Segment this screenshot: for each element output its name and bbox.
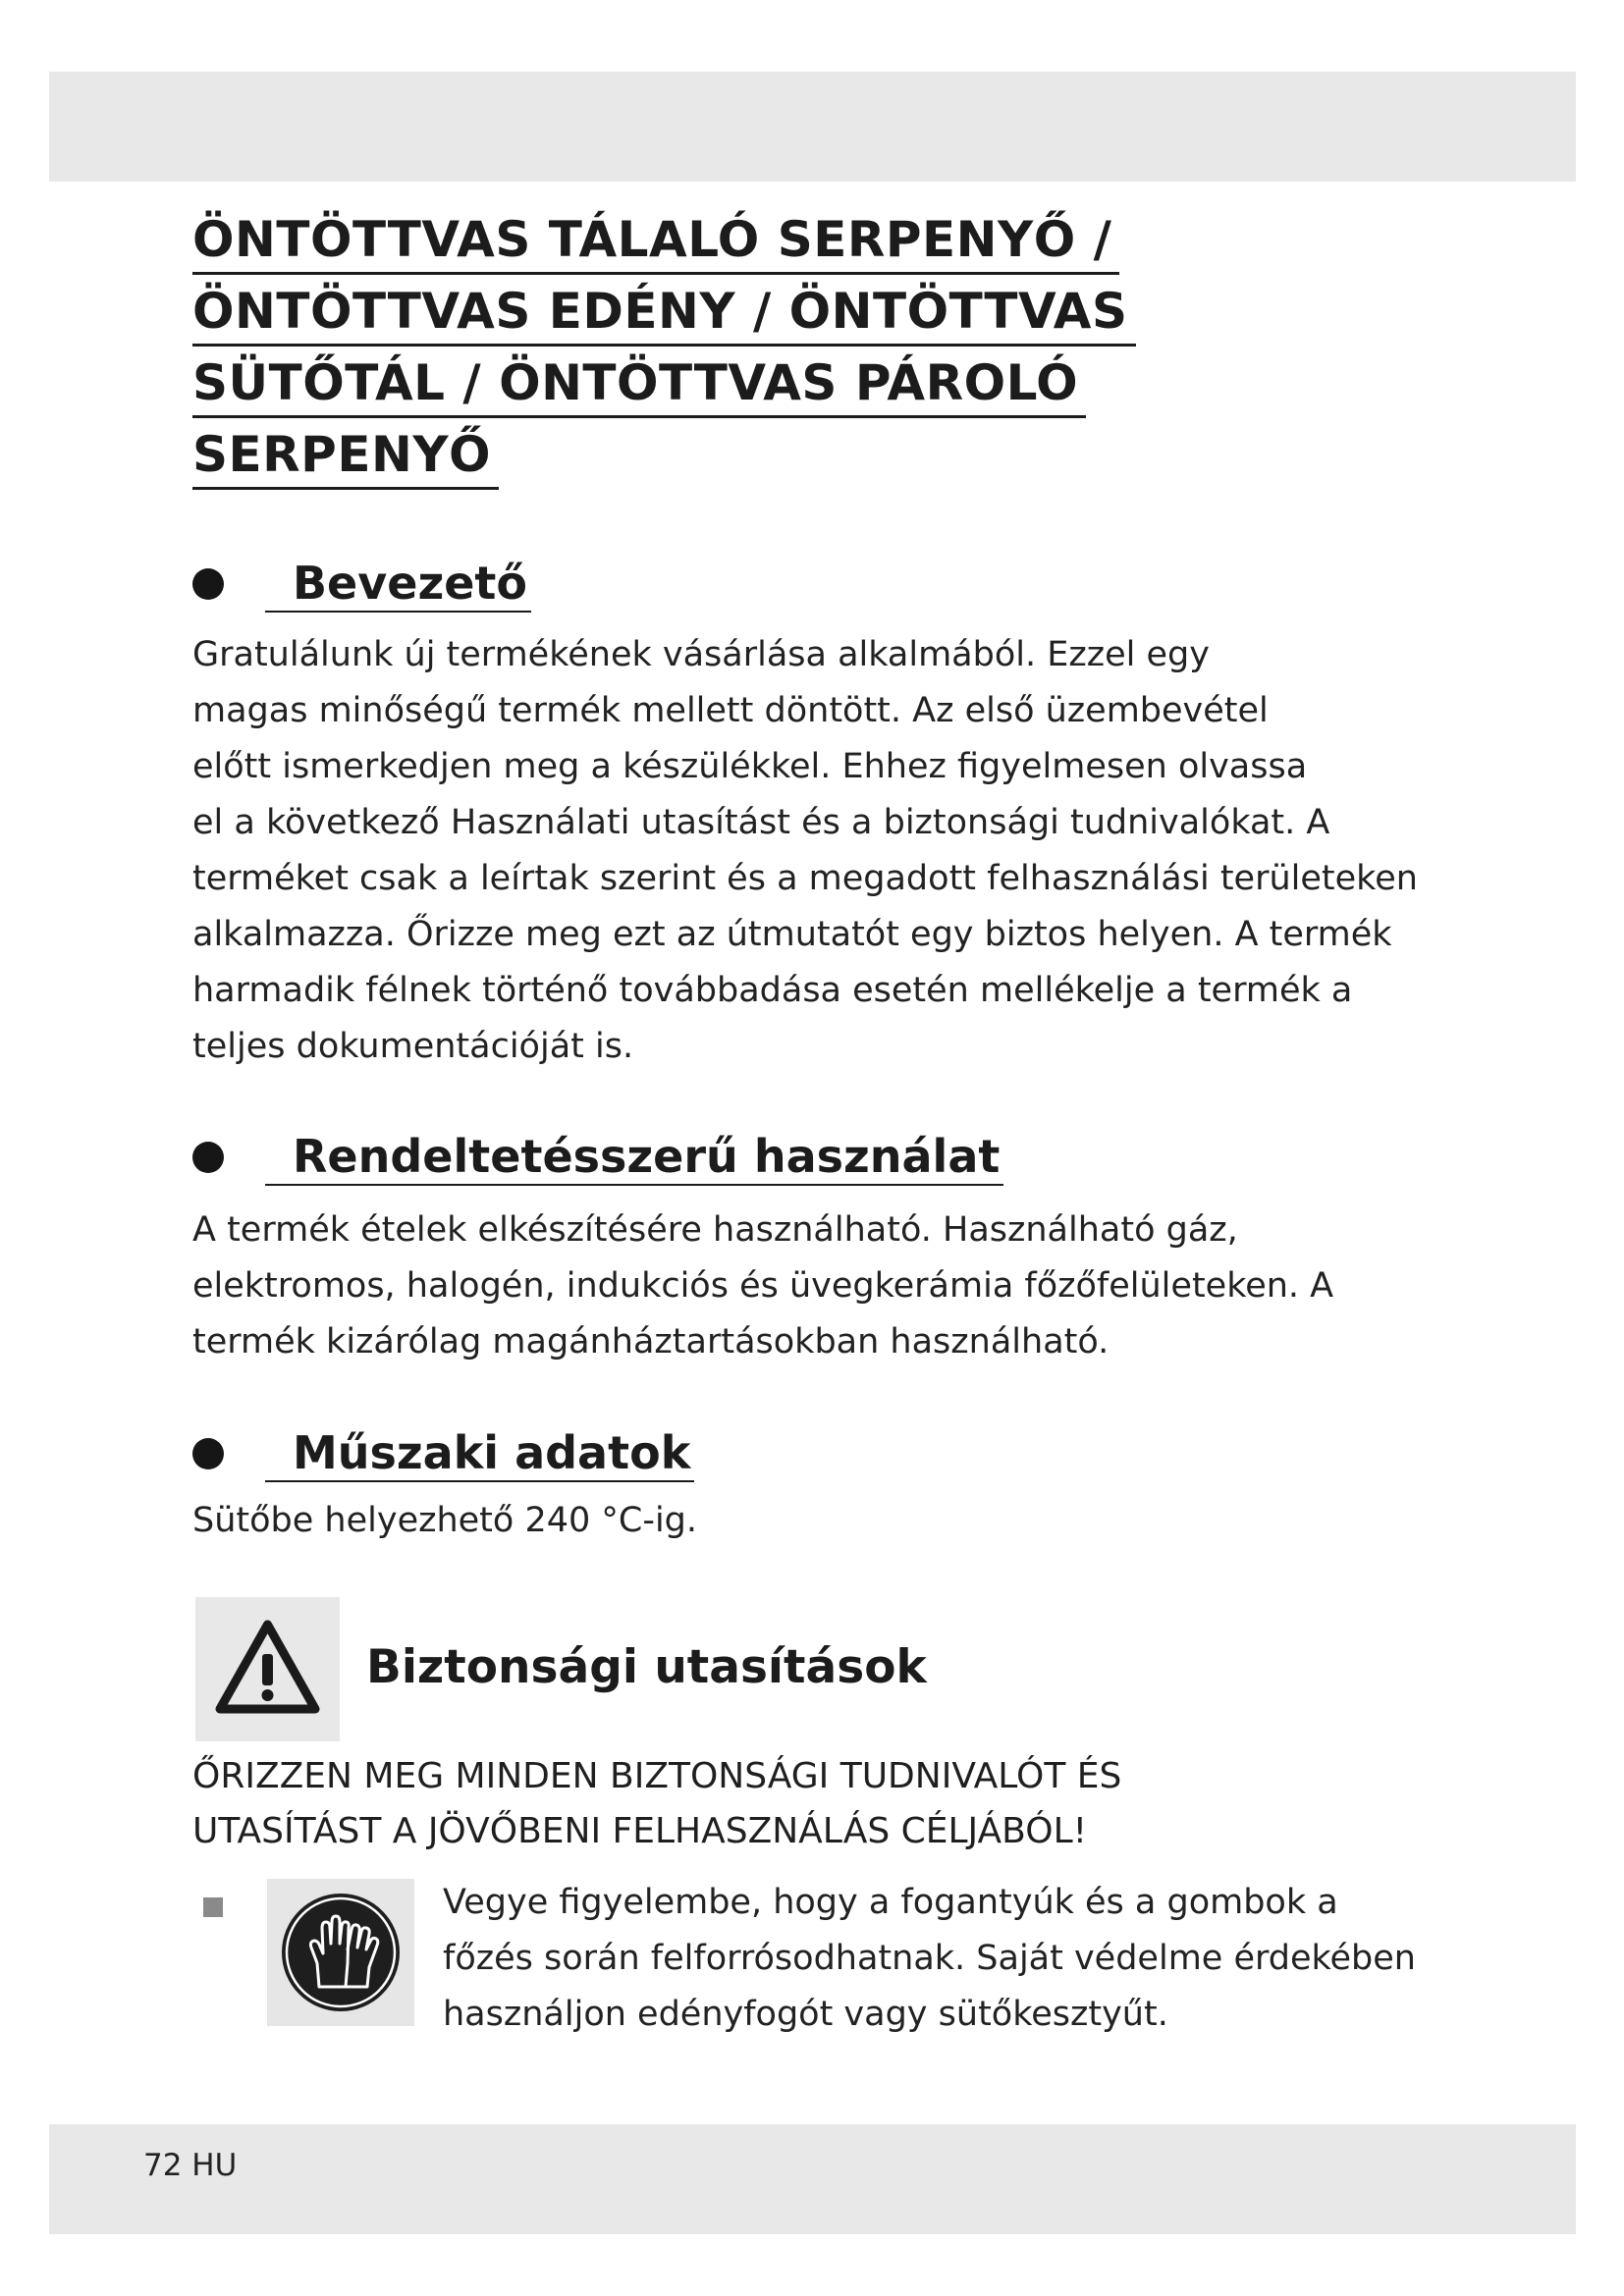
safety-heading: Biztonsági utasítások [366, 1640, 927, 1694]
bullet-dot-icon [192, 1142, 224, 1173]
page-number: 72 HU [143, 2148, 238, 2183]
header-band [49, 72, 1576, 182]
intro-heading: Bevezető [265, 556, 531, 613]
intro-heading-row [192, 555, 531, 614]
footer-band [49, 2124, 1576, 2234]
title-line: SÜTŐTÁL / ÖNTÖTTVAS PÁROLÓ [192, 347, 1136, 419]
page-title [192, 204, 1136, 491]
intended-use-heading-row [192, 1128, 1003, 1187]
glove-note: Vegye figyelembe, hogy a fogantyúk és a gombok a főzés során felforrósodhatnak. Saját védelme érdekében használjon edényfogót vagy sütőkesztyűt. [443, 1883, 1416, 2034]
title-line: ÖNTÖTTVAS TÁLALÓ SERPENYŐ / [192, 204, 1136, 276]
intended-use-paragraph: A termék ételek elkészítésére használható. Használható gáz, elektromos, halogén, indukciós és üvegkerámia főzőfelületeken. A termék kizárólag magánháztartásokban használható. [192, 1210, 1334, 1362]
safety-caps-notice: ŐRIZZEN MEG MINDEN BIZTONSÁGI TUDNIVALÓT ÉS UTASÍTÁST A JÖVŐBENI FELHASZNÁLÁS CÉLJÁBÓL! [192, 1756, 1122, 1851]
warning-triangle-icon [195, 1597, 340, 1741]
technical-heading: Műszaki adatok [265, 1425, 694, 1482]
title-line: SERPENYŐ [192, 419, 1136, 491]
bullet-dot-icon [192, 1438, 224, 1469]
protective-gloves-icon [267, 1879, 414, 2026]
technical-heading-row [192, 1424, 694, 1483]
title-line: ÖNTÖTTVAS EDÉNY / ÖNTÖTTVAS [192, 276, 1136, 347]
square-bullet-icon [203, 1897, 223, 1917]
intended-use-heading: Rendeltetésszerű használat [265, 1129, 1003, 1186]
technical-paragraph: Sütőbe helyezhető 240 °C-ig. [192, 1501, 698, 1540]
intro-paragraph: Gratulálunk új termékének vásárlása alkalmából. Ezzel egy magas minőségű termék mellett döntött. Az első üzembevétel előtt ismerkedjen meg a készülékkel. Ehhez figyelmesen olvassa el a következő Használati utasítást és a biztonsági tudnivalókat. A terméket csak a leírtak szerint és a megadott felhasználási területeken alkalmazza. Őrizze meg ezt az útmutatót egy biztos helyen. A termék harmadik félnek történő továbbadása esetén mellékelje a termék a teljes dokumentációját is. [192, 635, 1418, 1066]
bullet-dot-icon [192, 568, 224, 600]
